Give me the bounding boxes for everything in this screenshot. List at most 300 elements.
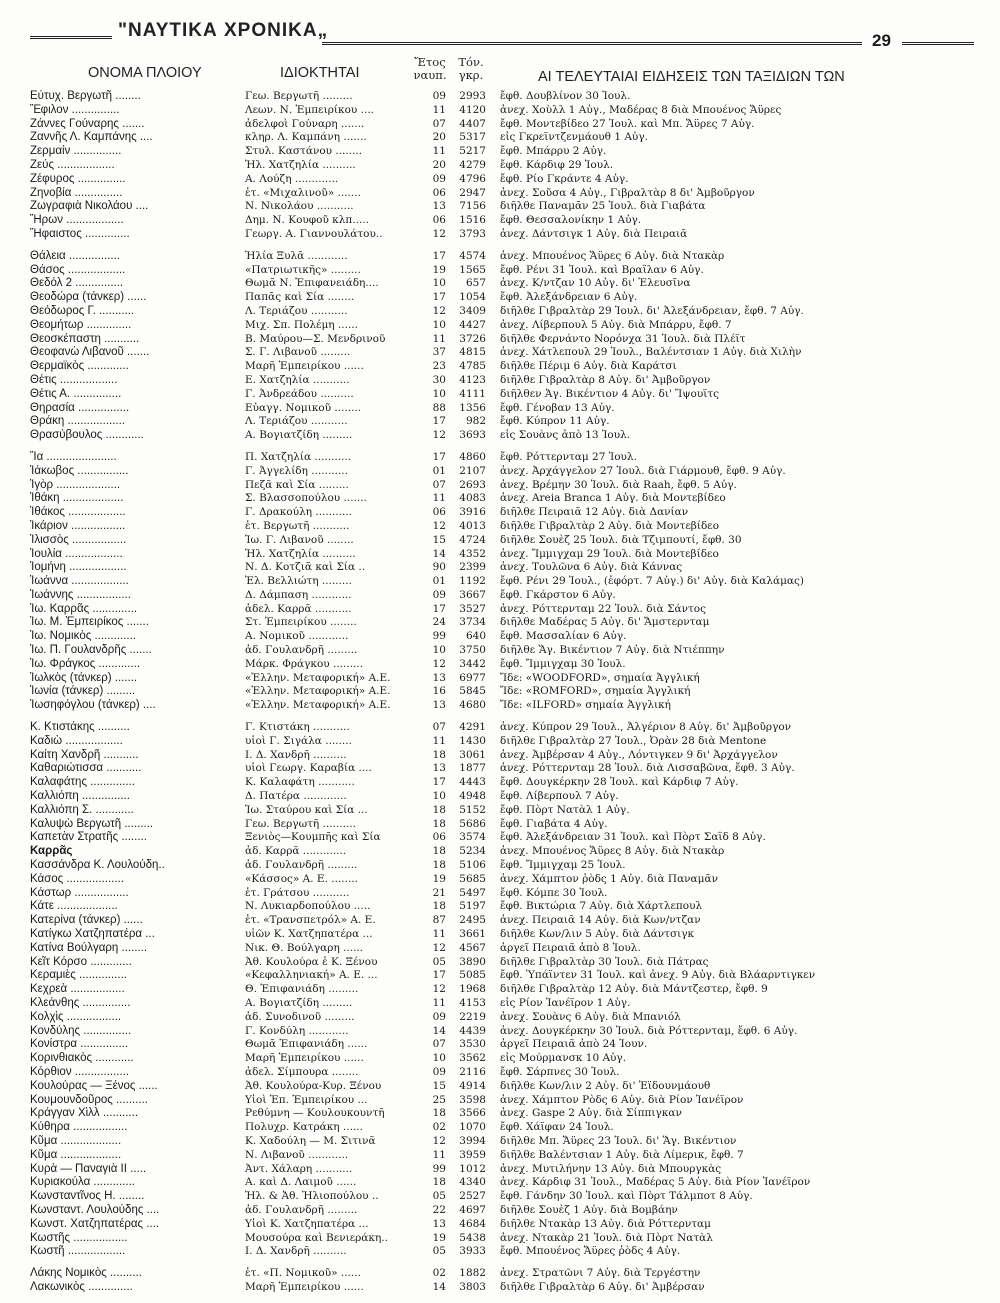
gross-tonnage: 1356 [459,401,486,414]
voyage-note: διῆλθε Γιβραλτὰρ 6 Αὐγ. δι' Ἀμβέρσαν [500,1280,705,1293]
ship-name: Κῦμα ................... [30,1134,122,1147]
voyage-note: ἔφθ. Ἴμμιγχαμ 25 Ἰουλ. [500,859,626,872]
gross-tonnage: 5197 [459,900,486,913]
gross-tonnage: 3726 [459,332,486,345]
year-built: 18 [432,900,446,913]
ship-owner: Μουσούρα καὶ Βενιεράκη.. [245,1231,388,1244]
gross-tonnage: 2495 [459,914,486,927]
ship-owner: Β. Μαύρου—Σ. Μενδρινοῦ [245,332,386,345]
ship-owner: Μαρῆ Ἐμπειρίκου ...... [245,1052,364,1065]
gross-tonnage: 1192 [459,575,486,588]
ship-name: Θρασύβουλος ............ [30,429,144,442]
ship-name: Ἰωσηφόγλου (τάνκερ) .... [30,699,156,712]
gross-tonnage: 4439 [459,1024,486,1037]
ship-name: Ἰω. Καρρᾶς .............. [30,602,138,615]
ship-name: Ἰομήνη .................. [30,561,127,574]
gross-tonnage: 1882 [459,1267,486,1280]
gross-tonnage: 4684 [459,1217,486,1230]
ship-name: Ἰω. Φράγκος ............. [30,657,141,670]
year-built: 88 [432,401,446,414]
voyage-note: ἔφθ. Ἀλεξάνδρειαν 31 Ἰουλ. καὶ Πὸρτ Σαΐδ 8 Αὐγ. [500,831,766,844]
ship-owner: ἀδ. Γουλανδρῆ ......... [245,1203,358,1216]
gross-tonnage: 3530 [459,1038,486,1051]
gross-tonnage: 3527 [459,602,486,615]
table-row [0,534,1000,548]
table-row [0,1281,1000,1295]
table-row [0,1025,1000,1039]
ship-name: Κάστωρ ................. [30,886,129,899]
table-row [0,672,1000,686]
year-built: 05 [432,955,446,968]
table-row [0,616,1000,630]
table-row [0,831,1000,845]
voyage-note: ἔφθ. Γιαβάτα 4 Αὐγ. [500,817,608,830]
year-built: 09 [432,90,446,102]
voyage-note: ἔφθ. Ρένι 31 Ἰουλ. καὶ Βραΐλαν 6 Αὐγ. [500,263,704,276]
ship-owner: Δημ. Ν. Κουφοῦ κλπ..... [245,214,369,227]
year-built: 18 [432,1176,446,1189]
ship-owner: ἀδελφοὶ Γούναρη ....... [245,117,365,130]
gross-tonnage: 5085 [459,969,486,982]
gross-tonnage: 5845 [459,685,486,698]
gross-tonnage: 2527 [459,1190,486,1203]
table-row [0,118,1000,132]
ship-owner: Δ. Δάμπαση ............ [245,588,352,601]
year-built: 01 [432,575,446,588]
gross-tonnage: 3916 [459,506,486,519]
table-row [0,603,1000,617]
year-built: 02 [432,1267,446,1280]
ship-name: Καρρᾶς [30,845,73,858]
gross-tonnage: 3959 [459,1148,486,1161]
gross-tonnage: 3750 [459,644,486,657]
year-built: 14 [432,547,446,560]
masthead [30,16,980,52]
table-row [0,818,1000,832]
ship-owner: Γ. Ἀγγελίδη ........... [245,464,348,477]
voyage-note: ἀνεχ. Στρατῶνι 7 Αὐγ. διὰ Τεργέστην [500,1267,701,1280]
year-built: 17 [432,969,446,982]
gross-tonnage: 3890 [459,955,486,968]
masthead-rule-right [322,42,862,45]
ship-owner: Ξενιὸς—Κουμπῆς καὶ Σία [245,831,381,844]
gross-tonnage: 3933 [459,1245,486,1258]
year-built: 12 [432,227,446,240]
voyage-note: ἔφθ. Μπάρρυ 2 Αὐγ. [500,145,607,158]
column-header-voyages: ΑΙ ΤΕΛΕΥΤΑΙΑΙ ΕΙΔΗΣΕΙΣ ΤΩΝ ΤΑΞΙΔΙΩΝ ΤΩΝ [538,70,845,84]
table-row [0,214,1000,228]
voyage-note: ἔφθ. Ρόττερνταμ 27 Ἰουλ. [500,450,637,463]
ship-owner: Δ. Πατέρα ............. [245,790,347,803]
voyage-note: ἔφθ. Δουβλίνον 30 Ἰουλ. [500,90,631,102]
letter-group [0,721,1000,1259]
ship-owner: υἱοὶ Γ. Σιγάλα ........ [245,734,352,747]
ship-owner: Γ. Κτιστάκη ........... [245,721,350,734]
ship-name: Κονίστρα ............... [30,1038,129,1051]
gross-tonnage: 3793 [459,227,486,240]
ship-owner: Ἀθ. Κουλούρα ἐ Κ. Ξένου [245,955,378,968]
ship-name: Θεόδωρος Γ. ........... [30,304,135,317]
ship-name: Ἰουλία .................. [30,547,123,560]
voyage-note: διῆλθε Γιβραλτὰρ 29 Ἰουλ. δι' Ἀλεξάνδρειαν, ἔφθ. 7 Αὐγ. [500,304,804,317]
ship-owner: ἀδ. Καρρᾶ ............. [245,845,347,858]
ship-name: Ἰθάκη ................... [30,492,124,505]
ship-owner: Ἰω. Σταύρου καὶ Σία ... [245,803,368,816]
gross-tonnage: 2107 [459,464,486,477]
voyage-note: ἀνεχ. Μυτιλήνην 13 Αὐγ. διὰ Μπουργκὰς [500,1162,722,1175]
gross-tonnage: 4914 [459,1079,486,1092]
voyage-note: ἔφθ. Μοντεβίδεο 27 Ἰουλ. καὶ Μπ. Ἄϋρες 7 Αὐγ. [500,117,755,130]
year-built: 10 [432,1052,446,1065]
voyage-note: ἔφθ. Θεσσαλονίκην 1 Αὐγ. [500,214,642,227]
gross-tonnage: 3562 [459,1052,486,1065]
table-row [0,1163,1000,1177]
table-row [0,1066,1000,1080]
voyage-note: διῆλθε Ἅγ. Βικέντιον 7 Αὐγ. διὰ Ντιέππην [500,644,725,657]
table-row [0,291,1000,305]
column-header-owners: ΙΔΙΟΚΤΗΤΑΙ [280,65,360,81]
voyage-note: ἀνεχ. Τουλῶνα 6 Αὐγ. διὰ Κάννας [500,561,683,574]
ship-owner: ἑτ. «Π. Νομικοῦ» ...... [245,1267,361,1280]
voyage-note: ἀνεχ. Gaspe 2 Αὐγ. διὰ Σίππιγκαν [500,1107,682,1120]
ship-owner: Α. Λούζη ............. [245,172,339,185]
voyage-note: ἔφθ. Ἀλεξάνδρειαν 6 Αὐγ. [500,291,638,304]
ship-name: Κ. Κτιστάκης .......... [30,721,130,734]
year-built: 25 [432,1093,446,1106]
year-built: 18 [432,1107,446,1120]
ship-owner: Θ. Ἐπιφανιάδη ......... [245,983,359,996]
table-row [0,561,1000,575]
ship-name: Καδιὼ .................. [30,734,123,747]
ship-owner: Ἐλ. Βελλιώτη ......... [245,575,352,588]
ship-name: Κασσάνδρα Κ. Λουλούδη.. [30,859,165,872]
masthead-rule-end [902,42,974,45]
ship-owner: Γ. Κονδύλη ............ [245,1024,349,1037]
year-built: 06 [432,214,446,227]
ship-owner: κληρ. Λ. Καμπάνη ....... [245,131,367,144]
year-built: 11 [432,103,446,116]
ship-name: Ἰθάκος .................. [30,506,126,519]
voyage-note: ἀνεχ. Ἴμμιγχαμ 29 Ἰουλ. διὰ Μοντεβίδεο [500,547,719,560]
table-row [0,1232,1000,1246]
year-built: 13 [432,1217,446,1230]
gross-tonnage: 2219 [459,1010,486,1023]
ship-name: Θεδόλ 2 ............... [30,277,124,290]
voyage-note: διῆλθε Σουὲζ 1 Αὐγ. διὰ Βομβάην [500,1203,678,1216]
ship-name: Κόρθιον ................. [30,1065,130,1078]
voyage-note: ἔφθ. Μασσαλίαν 6 Αὐγ. [500,630,627,643]
gross-tonnage: 4352 [459,547,486,560]
year-built: 17 [432,450,446,463]
ship-name: Θεομήτωρ .............. [30,318,132,331]
column-header-ship-name: ΟΝΟΜΑ ΠΛΟΙΟΥ [88,65,202,81]
ship-name: Ἥρων .................. [30,214,124,227]
gross-tonnage: 3442 [459,657,486,670]
voyage-note: ἀνεχ. Χοὺλλ 1 Αὐγ., Μαδέρας 8 διὰ Μπουένος Ἄϋρες [500,103,782,116]
voyage-note: ἀνεχ. Ρόττερνταμ 22 Ἰουλ. διὰ Σάντος [500,602,706,615]
ship-owner: Ε. Χατζηλία ........... [245,373,350,386]
ship-name: Κλεάνθης ............... [30,997,131,1009]
voyage-note: διῆλθε Βαλέντσιαν 1 Αὐγ. διὰ Λίμερικ, ἔφθ. 7 [500,1148,744,1161]
voyage-note: ἀνεχ. Λίβερπουλ 5 Αὐγ. διὰ Μπάρρυ, ἔφθ. 7 [500,318,732,331]
gross-tonnage: 5152 [459,803,486,816]
voyage-note: ἔφθ. Κύπρον 11 Αὐγ. [500,415,610,428]
year-built: 18 [432,817,446,830]
year-built: 15 [432,1079,446,1092]
table-row [0,589,1000,603]
table-row [0,942,1000,956]
voyage-note: ἀνεχ. Ρόττερνταμ 28 Ἰουλ. διὰ Λισσαβῶνα, ἔφθ. 3 Αὐγ. [500,762,795,775]
ship-owner: Κ. Χαδούλη — Μ. Σιτινᾶ [245,1134,376,1147]
ship-owner: Εὐαγγ. Νομικοῦ ........ [245,401,362,414]
year-built: 11 [432,332,446,345]
gross-tonnage: 4427 [459,318,486,331]
ship-name: Ἰγὸρ .................... [30,478,121,491]
table-row [0,1218,1000,1232]
ship-owner: Μάρκ. Φράγκου ......... [245,657,364,670]
year-built: 14 [432,1024,446,1037]
ship-owner: Ἰω. Γ. Λιβανοῦ ........ [245,533,354,546]
year-built: 07 [432,117,446,130]
ship-name: Καίτη Χανδρῆ ........... [30,748,139,761]
year-built: 06 [432,186,446,199]
ship-owner: ἀδ. Γουλανδρῆ ......... [245,644,358,657]
ship-owner: ἑτ. «Τρανσπετρόλ» Α. Ε. [245,914,376,927]
ship-name: Ζερμαίν ............... [30,145,122,158]
year-built: 30 [432,373,446,386]
voyage-note: ἔφθ. Βικτώρια 7 Αὐγ. διὰ Χάρτλεπουλ [500,900,703,913]
ship-owner: «Ἑλλην. Μεταφορική» Α.Ε. [245,671,391,684]
ship-name: Θράκη .................. [30,415,125,428]
ship-owner: Νικ. Θ. Βούλγαρη ...... [245,941,364,954]
voyage-note: διῆλθε Γιβραλτὰρ 2 Αὐγ. διὰ Μοντεβίδεο [500,519,720,532]
year-built: 20 [432,131,446,144]
ship-owner: Ἠλ. Χατζηλία .......... [245,158,356,171]
ship-owner: Παπᾶς καὶ Σία ........ [245,291,355,304]
ship-name: Ἔφιλον ............... [30,103,120,116]
ship-name: Κωστῆς ................. [30,1231,128,1244]
gross-tonnage: 1877 [459,762,486,775]
ship-owner: ἀδελ. Καρρᾶ ........... [245,602,352,615]
gross-tonnage: 4340 [459,1176,486,1189]
table-row [0,1107,1000,1121]
ship-name: Κωστῆ .................. [30,1245,126,1258]
ship-name: Κράγγαν Χὶλλ ........... [30,1107,139,1120]
ship-owner: ἑτ. Βεργωτῆ ........... [245,519,350,532]
ship-name: Καλυψὼ Βεργωτῆ ......... [30,817,154,830]
gross-tonnage: 4860 [459,450,486,463]
table-row [0,346,1000,360]
ship-owner: Λεων. Ν. Ἐμπειρίκου .... [245,103,374,116]
year-built: 01 [432,464,446,477]
gross-tonnage: 2693 [459,478,486,491]
year-built: 09 [432,172,446,185]
voyage-note: ἔφθ. Λίβερπουλ 7 Αὐγ. [500,790,619,803]
ship-owner: Ν. Λυκιαρδοπούλου ..... [245,900,371,913]
ship-name: Θεοδώρα (τάνκερ) ...... [30,291,147,304]
year-built: 14 [432,1280,446,1293]
ship-name: Ἰωάννης ................. [30,588,131,601]
year-built: 24 [432,616,446,629]
voyage-note: ἀργεῖ Πειραιᾶ ἀπὸ 24 Ἰουν. [500,1038,648,1051]
year-built: 87 [432,914,446,927]
ship-owner: Λ. Τεριάζου ........... [245,304,348,317]
ship-name: Καθαριώτισσα ........... [30,762,142,775]
ship-name: Κολχὶς ................. [30,1010,122,1023]
table-row [0,983,1000,997]
ship-owner: Θωμᾶ Ν. Ἐπιφανειάδη.... [245,277,379,290]
ship-name: Κατερίνα (τάνκερ) ...... [30,914,143,927]
ship-name: Κυριακούλα ............. [30,1176,135,1189]
table-row [0,319,1000,333]
ship-name: Κύθηρα ................. [30,1121,128,1134]
voyage-note: ἀνεχ. Βρέμην 30 Ἰουλ. διὰ Raah, ἔφθ. 5 Αὐγ. [500,478,737,491]
ship-owner: Ι. Δ. Χανδρῆ .......... [245,748,347,761]
voyage-note: ἔφθ. Μπουένος Ἄϋρες ῥὸδς 4 Αὐγ. [500,1245,681,1258]
table-row [0,429,1000,443]
voyage-note: Ἴδε: «ILFORD» σημαία Ἀγγλική [500,699,671,712]
table-row [0,762,1000,776]
ship-name: Ζωγραφιὰ Νικολάου .... [30,200,149,213]
table-row [0,685,1000,699]
ship-owner: ἑτ. «Μιχαλινοῦ» ....... [245,186,361,199]
column-header-tons-line1: Τόν. [458,55,484,69]
ship-name: Ζεύς .................. [30,158,115,171]
table-row [0,374,1000,388]
year-built: 19 [432,1231,446,1244]
table-row [0,1176,1000,1190]
ship-owner: Ἠλ. Χατζηλία .......... [245,547,356,560]
gross-tonnage: 1070 [459,1121,486,1134]
voyage-note: ἀνεχ. Μπουένος Ἄϋρες 6 Αὐγ. διὰ Ντακὰρ [500,249,725,262]
ship-name: Κατίνα Βούλγαρη ........ [30,941,148,954]
table-row [0,997,1000,1011]
gross-tonnage: 4697 [459,1203,486,1216]
ship-name: Ἥφαιστος .............. [30,227,130,240]
ship-owner: Γεω. Βεργωτῆ ......... [245,90,353,102]
gross-tonnage: 4407 [459,117,486,130]
letter-group [0,250,1000,443]
gross-tonnage: 982 [465,415,486,428]
table-row [0,956,1000,970]
table-row [0,250,1000,264]
ship-name: Ἰκάριον ................. [30,519,126,532]
table-row [0,90,1000,104]
gross-tonnage: 4123 [459,373,486,386]
voyage-note: ἔφθ. Πὸρτ Νατὰλ 1 Αὐγ. [500,803,630,816]
year-built: 21 [432,886,446,899]
gross-tonnage: 4574 [459,249,486,262]
ship-name: Κεραμιὲς ............... [30,969,127,982]
voyage-note: ἀνεχ. Ντακὰρ 21 Ἰουλ. διὰ Πὸρτ Νατὰλ [500,1231,713,1244]
ship-name: Κουμουνδοῦρος .......... [30,1093,148,1106]
ship-owner: Α. Νομικοῦ ............ [245,630,349,643]
table-row [0,1038,1000,1052]
gross-tonnage: 3667 [459,588,486,601]
voyage-note: ἔφθ. Ἴμμιγχαμ 30 Ἰουλ. [500,657,626,670]
voyage-note: διῆλθε Γιβραλτὰρ 30 Ἰουλ. διὰ Πάτρας [500,955,709,968]
table-row [0,388,1000,402]
ship-owner: Γεω. Βεργωτῆ .......... [245,817,356,830]
voyage-note: ἀνεχ. Κ/ντζαν 10 Αὐγ. δι' Ἐλευσῖνα [500,277,691,290]
ship-name: Κεχρεὰ ................. [30,983,125,996]
gross-tonnage: 3566 [459,1107,486,1120]
ship-owner: Κ. Καλαφάτη ........... [245,776,355,789]
ship-owner: Πεζᾶ καὶ Σία ......... [245,478,349,491]
gross-tonnage: 4724 [459,533,486,546]
ship-owner: Γ. Δρακούλη ........... [245,506,353,519]
year-built: 06 [432,831,446,844]
gross-tonnage: 2399 [459,561,486,574]
voyage-note: εἰς Ρίον Ἰανέϊρον 1 Αὐγ. [500,997,631,1009]
ship-owner: Μαρῆ Ἐμπειρίκου ...... [245,360,364,373]
ship-owner: Ἀντ. Χάλαρη ........... [245,1162,353,1175]
gross-tonnage: 2947 [459,186,486,199]
ship-name: Ζαννῆς Λ. Καμπάνης .... [30,131,153,144]
gross-tonnage: 5234 [459,845,486,858]
ship-owner: Λ. Τεριάζου ........... [245,415,348,428]
ship-name: Κεῖτ Κόρσο ............. [30,955,132,968]
ship-name: Θέτις .................. [30,373,118,386]
table-row [0,1149,1000,1163]
year-built: 23 [432,360,446,373]
ship-name: Κωνστ. Χατζηπατέρας .... [30,1217,160,1230]
table-row [0,735,1000,749]
voyage-note: εἰς Σουὰνς ἀπὸ 13 Ἰουλ. [500,429,631,442]
voyage-note: ἔφθ. Ρίο Γκράντε 4 Αὐγ. [500,172,629,185]
gross-tonnage: 3734 [459,616,486,629]
year-built: 10 [432,318,446,331]
ship-name: Εὐτυχ. Βεργωτῆ ........ [30,90,141,102]
voyage-note: διῆλθε Γιβραλτὰρ 27 Ἰουλ., Ὀρὰν 28 διὰ Mentone [500,734,767,747]
gross-tonnage: 5217 [459,145,486,158]
year-built: 16 [432,685,446,698]
ship-name: Κάτε ................... [30,900,118,913]
gross-tonnage: 5685 [459,872,486,885]
year-built: 12 [432,657,446,670]
year-built: 11 [432,145,446,158]
voyage-note: ἀνεχ. Σουὰνς 6 Αὐγ. διὰ Μπανιόλ [500,1010,681,1023]
table-row [0,402,1000,416]
voyage-note: εἰς Μούρμανσκ 10 Αὐγ. [500,1052,627,1065]
year-built: 17 [432,602,446,615]
ship-name: Θάσος .................. [30,263,126,276]
ship-name: Καλλιόπη Σ. ............ [30,803,134,816]
ship-name: Κονδύλης ............... [30,1024,132,1037]
ship-owner: Μαρῆ Ἐμπειρίκου ...... [245,1280,364,1293]
year-built: 10 [432,277,446,290]
voyage-note: ἀνεχ. Μπουένος Ἄϋρες 8 Αὐγ. διὰ Ντακὰρ [500,845,725,858]
gross-tonnage: 3803 [459,1280,486,1293]
year-built: 18 [432,748,446,761]
ship-owner: Ἠλία Ξυλᾶ ............ [245,249,348,262]
year-built: 09 [432,588,446,601]
year-built: 90 [432,561,446,574]
ship-name: Κωνσταντ. Λουλούδης .... [30,1203,160,1216]
voyage-note: ἔφθ. Ρένι 29 Ἰουλ., (ἐφόρτ. 7 Αὐγ.) δι' Αὐγ. διὰ Καλάμας) [500,575,804,588]
ship-owner: ἑτ. Γράτσου ........... [245,886,350,899]
year-built: 07 [432,1038,446,1051]
year-built: 13 [432,699,446,712]
table-row [0,451,1000,465]
gross-tonnage: 4567 [459,941,486,954]
year-built: 11 [432,1148,446,1161]
year-built: 02 [432,1121,446,1134]
gross-tonnage: 3598 [459,1093,486,1106]
gross-tonnage: 6977 [459,671,486,684]
gross-tonnage: 7156 [459,200,486,213]
ship-name: Θάλεια ................ [30,249,120,262]
